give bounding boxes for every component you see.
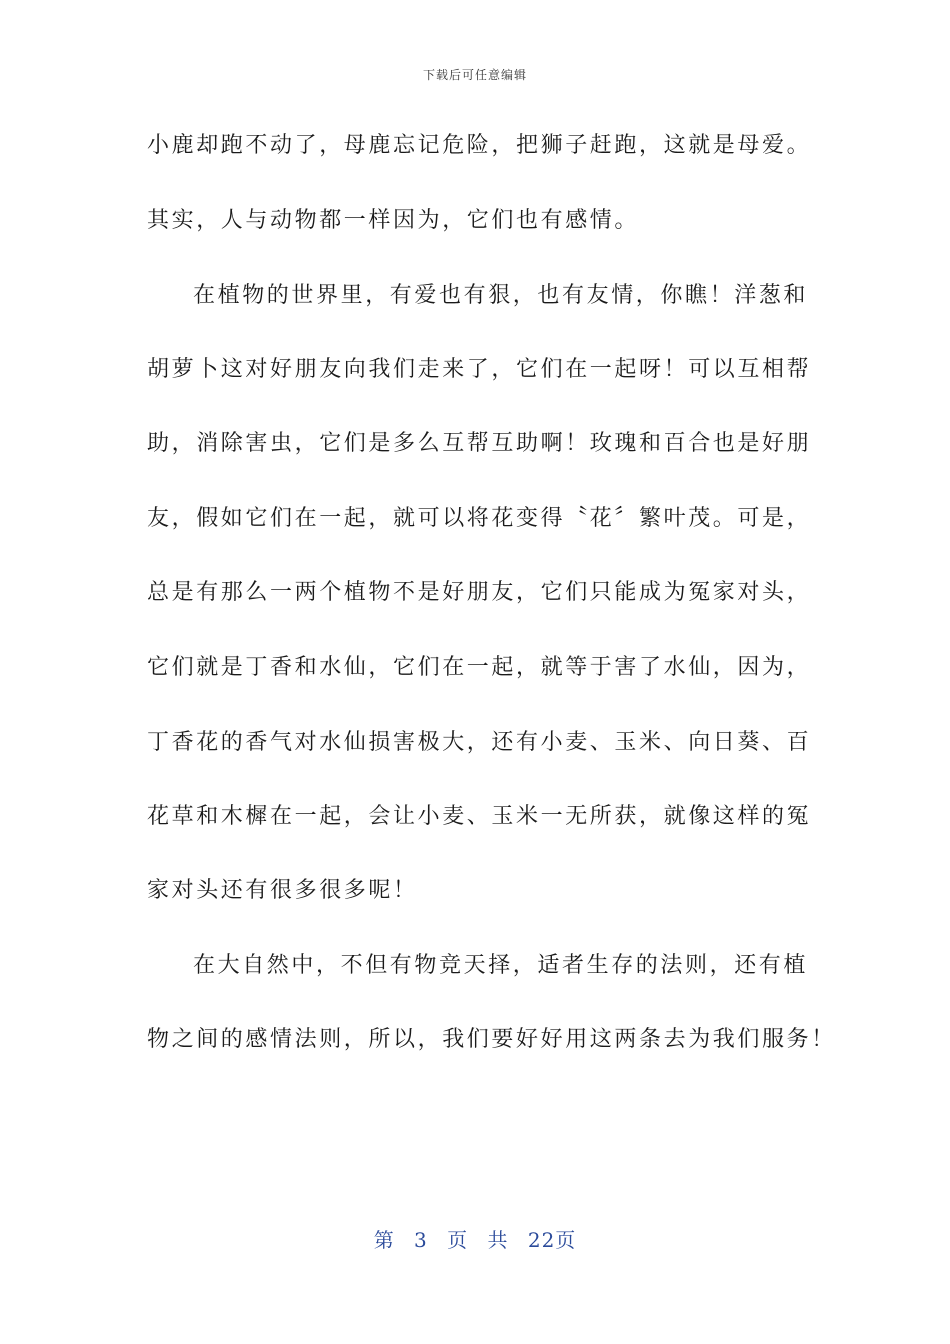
total-label: 共 <box>487 1228 509 1252</box>
page-footer <box>0 1224 950 1253</box>
paragraph-start-line: 在植物的世界里，有爱也有狠，也有友情，你瞧！洋葱和 <box>193 283 809 308</box>
text-line: 助，消除害虫，它们是多么互帮互助啊！玫瑰和百合也是好朋 <box>147 431 812 456</box>
total-pages: 22页 <box>527 1228 577 1252</box>
text-line: 总是有那么一两个植物不是好朋友，它们只能成为冤家对头， <box>147 580 812 605</box>
page-unit: 页 <box>447 1228 469 1252</box>
text-line: 它们就是丁香和水仙，它们在一起，就等于害了水仙，因为， <box>147 655 812 680</box>
text-line: 小鹿却跑不动了，母鹿忘记危险，把狮子赶跑，这就是母爱。 <box>147 133 812 158</box>
text-line: 其实，人与动物都一样因为，它们也有感情。 <box>147 208 640 233</box>
text-line: 家对头还有很多很多呢！ <box>147 878 418 903</box>
text-line: 花草和木樨在一起，会让小麦、玉米一无所获，就像这样的冤 <box>147 804 812 829</box>
text-line: 友，假如它们在一起，就可以将花变得〝花〞繁叶茂。可是， <box>147 506 812 531</box>
header-note: 下载后可任意编辑 <box>422 68 527 82</box>
paragraph-start-line: 在大自然中，不但有物竞天择，适者生存的法则，还有植 <box>193 953 809 978</box>
page-label: 第 <box>373 1228 395 1252</box>
page-number: 3 <box>414 1228 428 1252</box>
text-line: 物之间的感情法则，所以，我们要好好用这两条去为我们服务！ <box>147 1027 836 1052</box>
text-line: 胡萝卜这对好朋友向我们走来了，它们在一起呀！可以互相帮 <box>147 357 812 382</box>
text-line: 丁香花的香气对水仙损害极大，还有小麦、玉米、向日葵、百 <box>147 730 812 755</box>
